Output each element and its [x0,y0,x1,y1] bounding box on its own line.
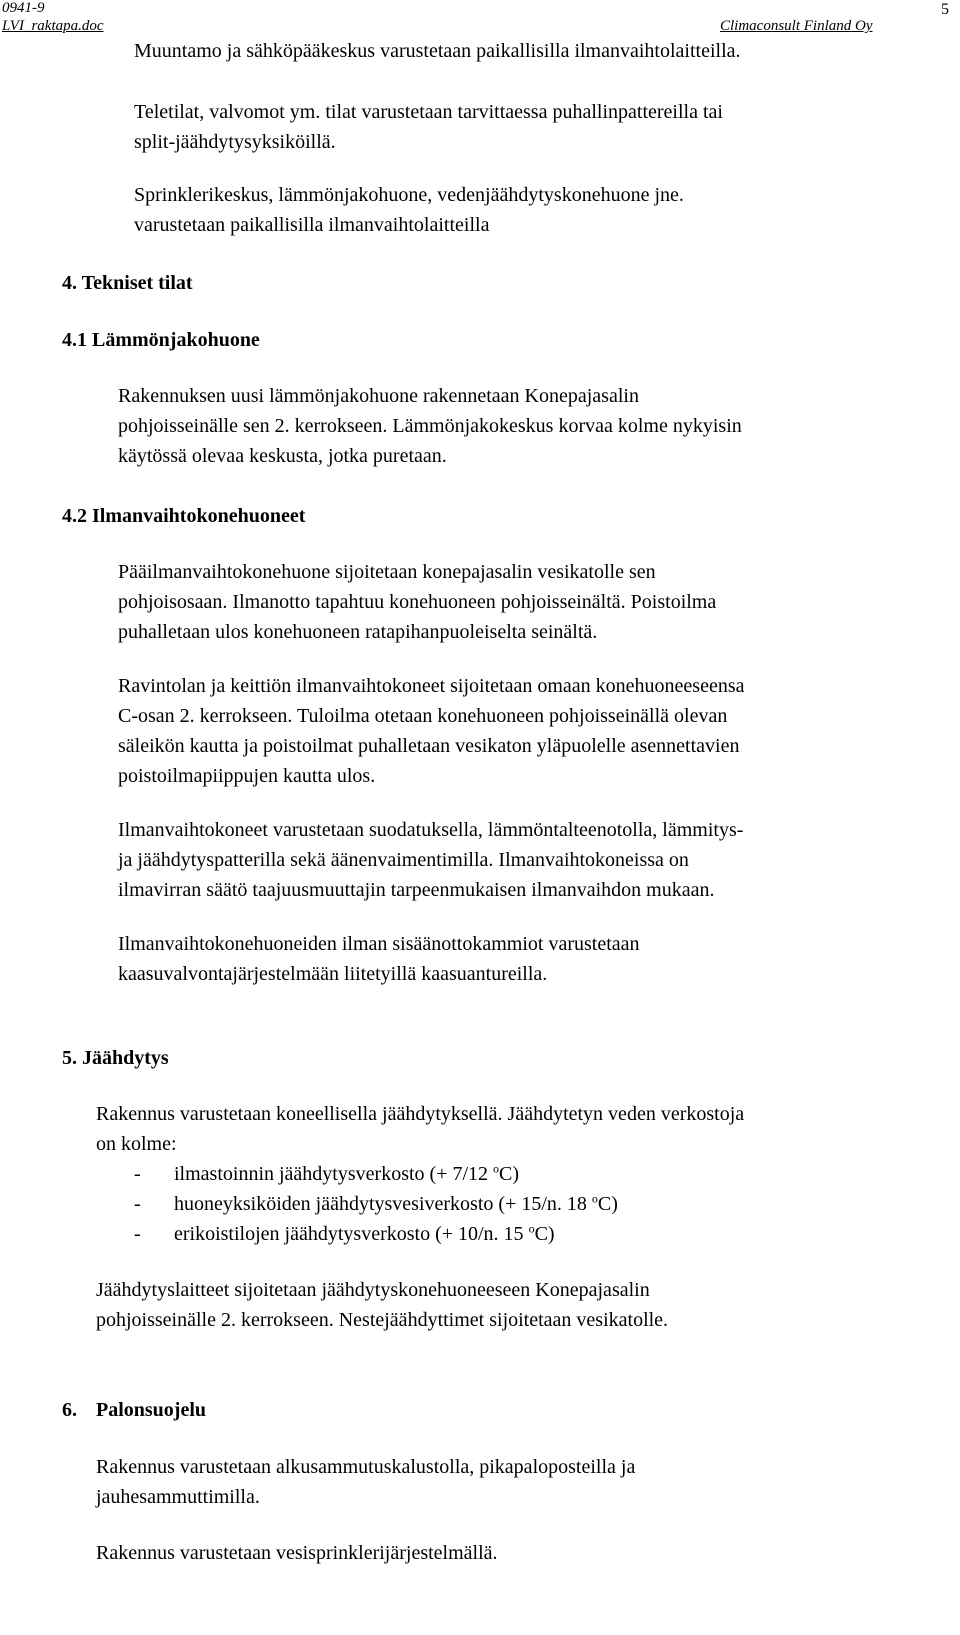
section-4-2-heading: 4.2 Ilmanvaihtokonehuoneet [62,505,306,527]
list-item: - huoneyksiköiden jäähdytysvesiverkosto (+ 15/n. 18 $^o$C) [134,1191,618,1215]
list-item: - erikoistilojen jäähdytysverkosto (+ 10/n. 15 $^o$C) [134,1221,555,1245]
section-6-number: 6. [62,1399,77,1421]
intro-paragraph-2: Teletilat, valvomot ym. tilat varustetaan tarvittaessa puhallinpattereilla tai split-jäähdytysyksiköillä. [134,101,723,153]
section-4-2-paragraph-2: Ravintolan ja keittiön ilmanvaihtokoneet sijoitetaan omaan konehuoneeseensa C-osan 2. kerrokseen. Tuloilma otetaan konehuoneen pohjoisseinällä olevan säleikön kautta ja poistoilmat puhalletaan vesikaton yläpuolelle asennettavien poistoilmapiippujen kautta ulos. [118,675,745,787]
file-name: LVI_raktapa.doc [2,18,104,34]
section-5-heading: 5. Jäähdytys [62,1047,169,1069]
company-name: Climaconsult Finland Oy [720,18,873,34]
section-5-paragraph-2: Jäähdytyslaitteet sijoitetaan jäähdytyskonehuoneeseen Konepajasalin pohjoisseinälle 2. kerrokseen. Nestejäähdyttimet sijoitetaan vesikatolle. [96,1279,669,1331]
section-6-heading: Palonsuojelu [96,1399,207,1421]
section-4-1-paragraph: Rakennuksen uusi lämmönjakohuone rakennetaan Konepajasalin pohjoisseinälle sen 2. kerrokseen. Lämmönjakokeskus korvaa kolme nykyisin käytössä olevaa keskusta, jotka puretaan. [118,385,742,467]
cooling-network-list [134,1159,618,1249]
doc-number: 0941-9 [2,0,45,16]
section-6-paragraph-1: Rakennus varustetaan alkusammutuskalustolla, pikapaloposteilla ja jauhesammuttimilla. [96,1456,636,1508]
section-4-heading: 4. Tekniset tilat [62,272,193,294]
section-6-paragraph-2: Rakennus varustetaan vesisprinklerijärjestelmällä. [96,1542,498,1564]
intro-paragraph-1: Muuntamo ja sähköpääkeskus varustetaan paikallisilla ilmanvaihtolaitteilla. [134,40,741,62]
page-number: 5 [941,1,949,18]
section-4-2-paragraph-3: Ilmanvaihtokoneet varustetaan suodatuksella, lämmöntalteenotolla, lämmitys- ja jäähdytyspatterilla sekä äänenvaimentimilla. Ilmanvaihtokoneissa on ilmavirran säätö taajuusmuuttajin tarpeenmukaisen ilmanvaihdon mukaan. [118,819,744,901]
intro-paragraph-3: Sprinklerikeskus, lämmönjakohuone, vedenjäähdytyskonehuone jne. varustetaan paikallisilla ilmanvaihtolaitteilla [134,184,684,236]
section-5-paragraph-1: Rakennus varustetaan koneellisella jäähdytyksellä. Jäähdytetyn veden verkostoja on kolme: [96,1103,745,1155]
section-4-2-paragraph-1: Pääilmanvaihtokonehuone sijoitetaan konepajasalin vesikatolle sen pohjoisosaan. Ilmanotto tapahtuu konehuoneen pohjoisseinältä. Poistoilma puhalletaan ulos konehuoneen ratapihanpuoleiselta seinältä. [118,561,717,643]
section-4-2-paragraph-4: Ilmanvaihtokonehuoneiden ilman sisäänottokammiot varustetaan kaasuvalvontajärjestelmään liitetyillä kaasuantureilla. [118,933,640,985]
list-item: - ilmastoinnin jäähdytysverkosto (+ 7/12 $^o$C) [134,1161,520,1185]
section-4-1-heading: 4.1 Lämmönjakohuone [62,329,260,351]
